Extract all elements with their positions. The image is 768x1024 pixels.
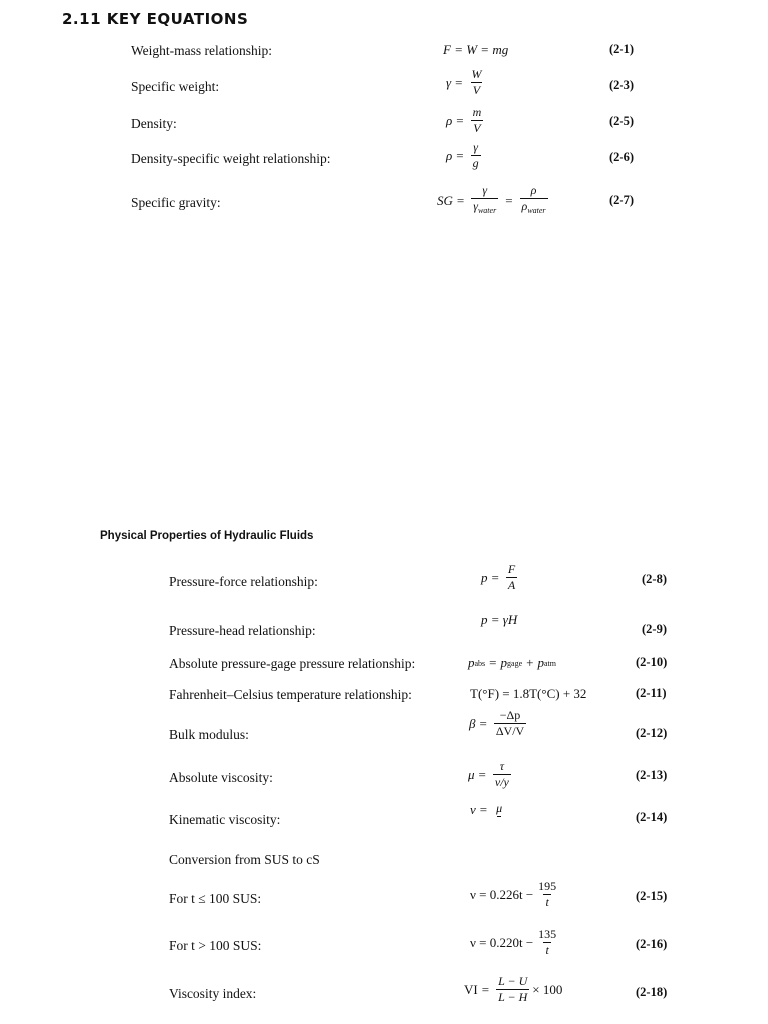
subscript: water [477, 206, 497, 215]
label-fahrenheit-celsius: Fahrenheit–Celsius temperature relationship: [169, 687, 412, 702]
equation-2-18 [464, 975, 562, 1004]
eq-symbol: VI [464, 981, 478, 997]
numerator: τ [499, 759, 505, 773]
eq-number-2-10: (2-10) [636, 655, 668, 669]
symbol: p [468, 655, 475, 670]
eq-number-2-1: (2-1) [609, 42, 634, 56]
symbol: ρ [521, 199, 528, 213]
eq-lhs: ν = 0.220t − [470, 934, 534, 950]
label-specific-weight: Specific weight: [131, 79, 220, 94]
fraction [496, 975, 529, 1004]
eq-symbol: μ [468, 766, 475, 782]
equation-2-5 [446, 106, 486, 135]
label-density-specific-weight: Density-specific weight relationship: [131, 151, 331, 166]
eq-number-2-6: (2-6) [609, 150, 634, 164]
equation-2-6 [446, 141, 484, 170]
denominator: ΔV/V [495, 724, 525, 738]
label-density: Density: [131, 116, 177, 131]
equation-2-10 [468, 655, 556, 671]
subscript: atm [543, 658, 556, 668]
eq-number-2-12: (2-12) [636, 726, 668, 740]
subscript: water [527, 206, 546, 215]
fraction [494, 709, 526, 738]
equation-2-9: p = γH [481, 612, 518, 627]
eq-lhs: ν = 0.226t − [470, 886, 534, 902]
eq-number-2-3: (2-3) [609, 78, 634, 92]
denominator: t [545, 895, 549, 909]
equation-2-3 [446, 68, 486, 97]
label-weight-mass: Weight-mass relationship: [131, 43, 273, 58]
denominator [471, 198, 498, 217]
label-pressure-force: Pressure-force relationship: [169, 574, 318, 589]
eq-symbol: ρ [446, 147, 453, 163]
label-absolute-viscosity: Absolute viscosity: [169, 770, 273, 785]
numerator: γ [473, 140, 478, 154]
eq-number-2-18: (2-18) [636, 985, 668, 999]
eq-number-2-15: (2-15) [636, 889, 668, 903]
denominator: g [472, 156, 479, 170]
numerator: 195 [538, 879, 557, 893]
eq-symbol: β [469, 715, 476, 731]
fraction [536, 880, 558, 909]
fraction [471, 106, 484, 135]
fraction [469, 68, 483, 97]
numerator: F [507, 562, 516, 576]
eq-operator: = [479, 802, 488, 817]
label-pressure-head: Pressure-head relationship: [169, 623, 316, 638]
symbol: p [537, 655, 544, 670]
equation-2-7 [437, 184, 551, 217]
numerator: 135 [538, 927, 557, 941]
fraction [471, 184, 498, 217]
eq-operator: = [489, 655, 497, 670]
numerator: L − U [498, 974, 528, 988]
eq-symbol: p [481, 569, 488, 585]
eq-operator: + [526, 655, 534, 670]
eq-operator: = [505, 192, 513, 208]
eq-number-2-9: (2-9) [642, 622, 667, 636]
fraction [520, 184, 548, 217]
denominator: v/y [494, 775, 509, 789]
denominator: t [545, 943, 549, 957]
equation-2-16 [470, 928, 561, 957]
denominator [520, 198, 548, 217]
eq-symbol: SG [437, 192, 453, 208]
denominator: A [507, 578, 516, 592]
label-sus-conversion: Conversion from SUS to cS [169, 852, 320, 867]
equation-2-14 [470, 802, 507, 818]
eq-operator: = [456, 192, 465, 208]
eq-operator: = [491, 569, 499, 585]
section-heading-hydraulic-fluids: Physical Properties of Hydraulic Fluids [100, 530, 314, 542]
numerator: μ [496, 801, 503, 815]
fraction [536, 928, 558, 957]
fraction [493, 760, 511, 789]
eq-number-2-13: (2-13) [636, 768, 668, 782]
equation-2-1: F = W = mg [443, 42, 509, 57]
numerator: γ [482, 183, 488, 197]
eq-number-2-7: (2-7) [609, 193, 634, 207]
denominator: V [472, 83, 481, 97]
eq-operator: = [455, 74, 463, 90]
fraction [494, 802, 504, 818]
symbol: γ [473, 199, 478, 213]
eq-operator: = [481, 981, 490, 997]
label-absolute-gage-pressure: Absolute pressure-gage pressure relationship: [169, 656, 416, 671]
label-specific-gravity: Specific gravity: [131, 195, 221, 210]
eq-number-2-8: (2-8) [642, 572, 667, 586]
equation-2-13 [468, 760, 514, 789]
subscript: gage [507, 658, 523, 668]
section-heading-key-equations: 2.11 KEY EQUATIONS [62, 10, 249, 28]
eq-symbol: γ [446, 74, 452, 90]
denominator: V [473, 121, 481, 135]
label-sus-le-100: For t ≤ 100 SUS: [169, 891, 262, 906]
label-kinematic-viscosity: Kinematic viscosity: [169, 812, 281, 827]
eq-symbol: ν [470, 802, 476, 817]
numerator: m [472, 105, 482, 119]
eq-number-2-11: (2-11) [636, 686, 667, 700]
eq-operator: = [478, 766, 486, 782]
equation-2-12 [469, 709, 529, 738]
eq-operator: = [456, 112, 464, 128]
eq-number-2-5: (2-5) [609, 114, 634, 128]
fraction [471, 141, 481, 170]
numerator: −Δp [499, 708, 521, 722]
numerator: ρ [530, 183, 537, 197]
numerator: W [471, 67, 482, 81]
eq-operator: = [479, 715, 487, 731]
equation-2-8 [481, 563, 520, 592]
eq-multiplier: × 100 [532, 981, 563, 997]
eq-number-2-16: (2-16) [636, 937, 668, 951]
eq-number-2-14: (2-14) [636, 810, 668, 824]
label-viscosity-index: Viscosity index: [169, 986, 257, 1001]
label-sus-gt-100: For t > 100 SUS: [169, 938, 262, 953]
equation-2-15 [470, 880, 561, 909]
fraction [506, 563, 517, 592]
denominator [497, 816, 501, 818]
eq-operator: = [456, 147, 464, 163]
denominator: L − H [498, 990, 528, 1004]
subscript: abs [474, 658, 486, 668]
equation-2-11: T(°F) = 1.8T(°C) + 32 [470, 686, 587, 701]
symbol: p [500, 655, 508, 670]
eq-symbol: ρ [446, 112, 453, 128]
label-bulk-modulus: Bulk modulus: [169, 727, 249, 742]
